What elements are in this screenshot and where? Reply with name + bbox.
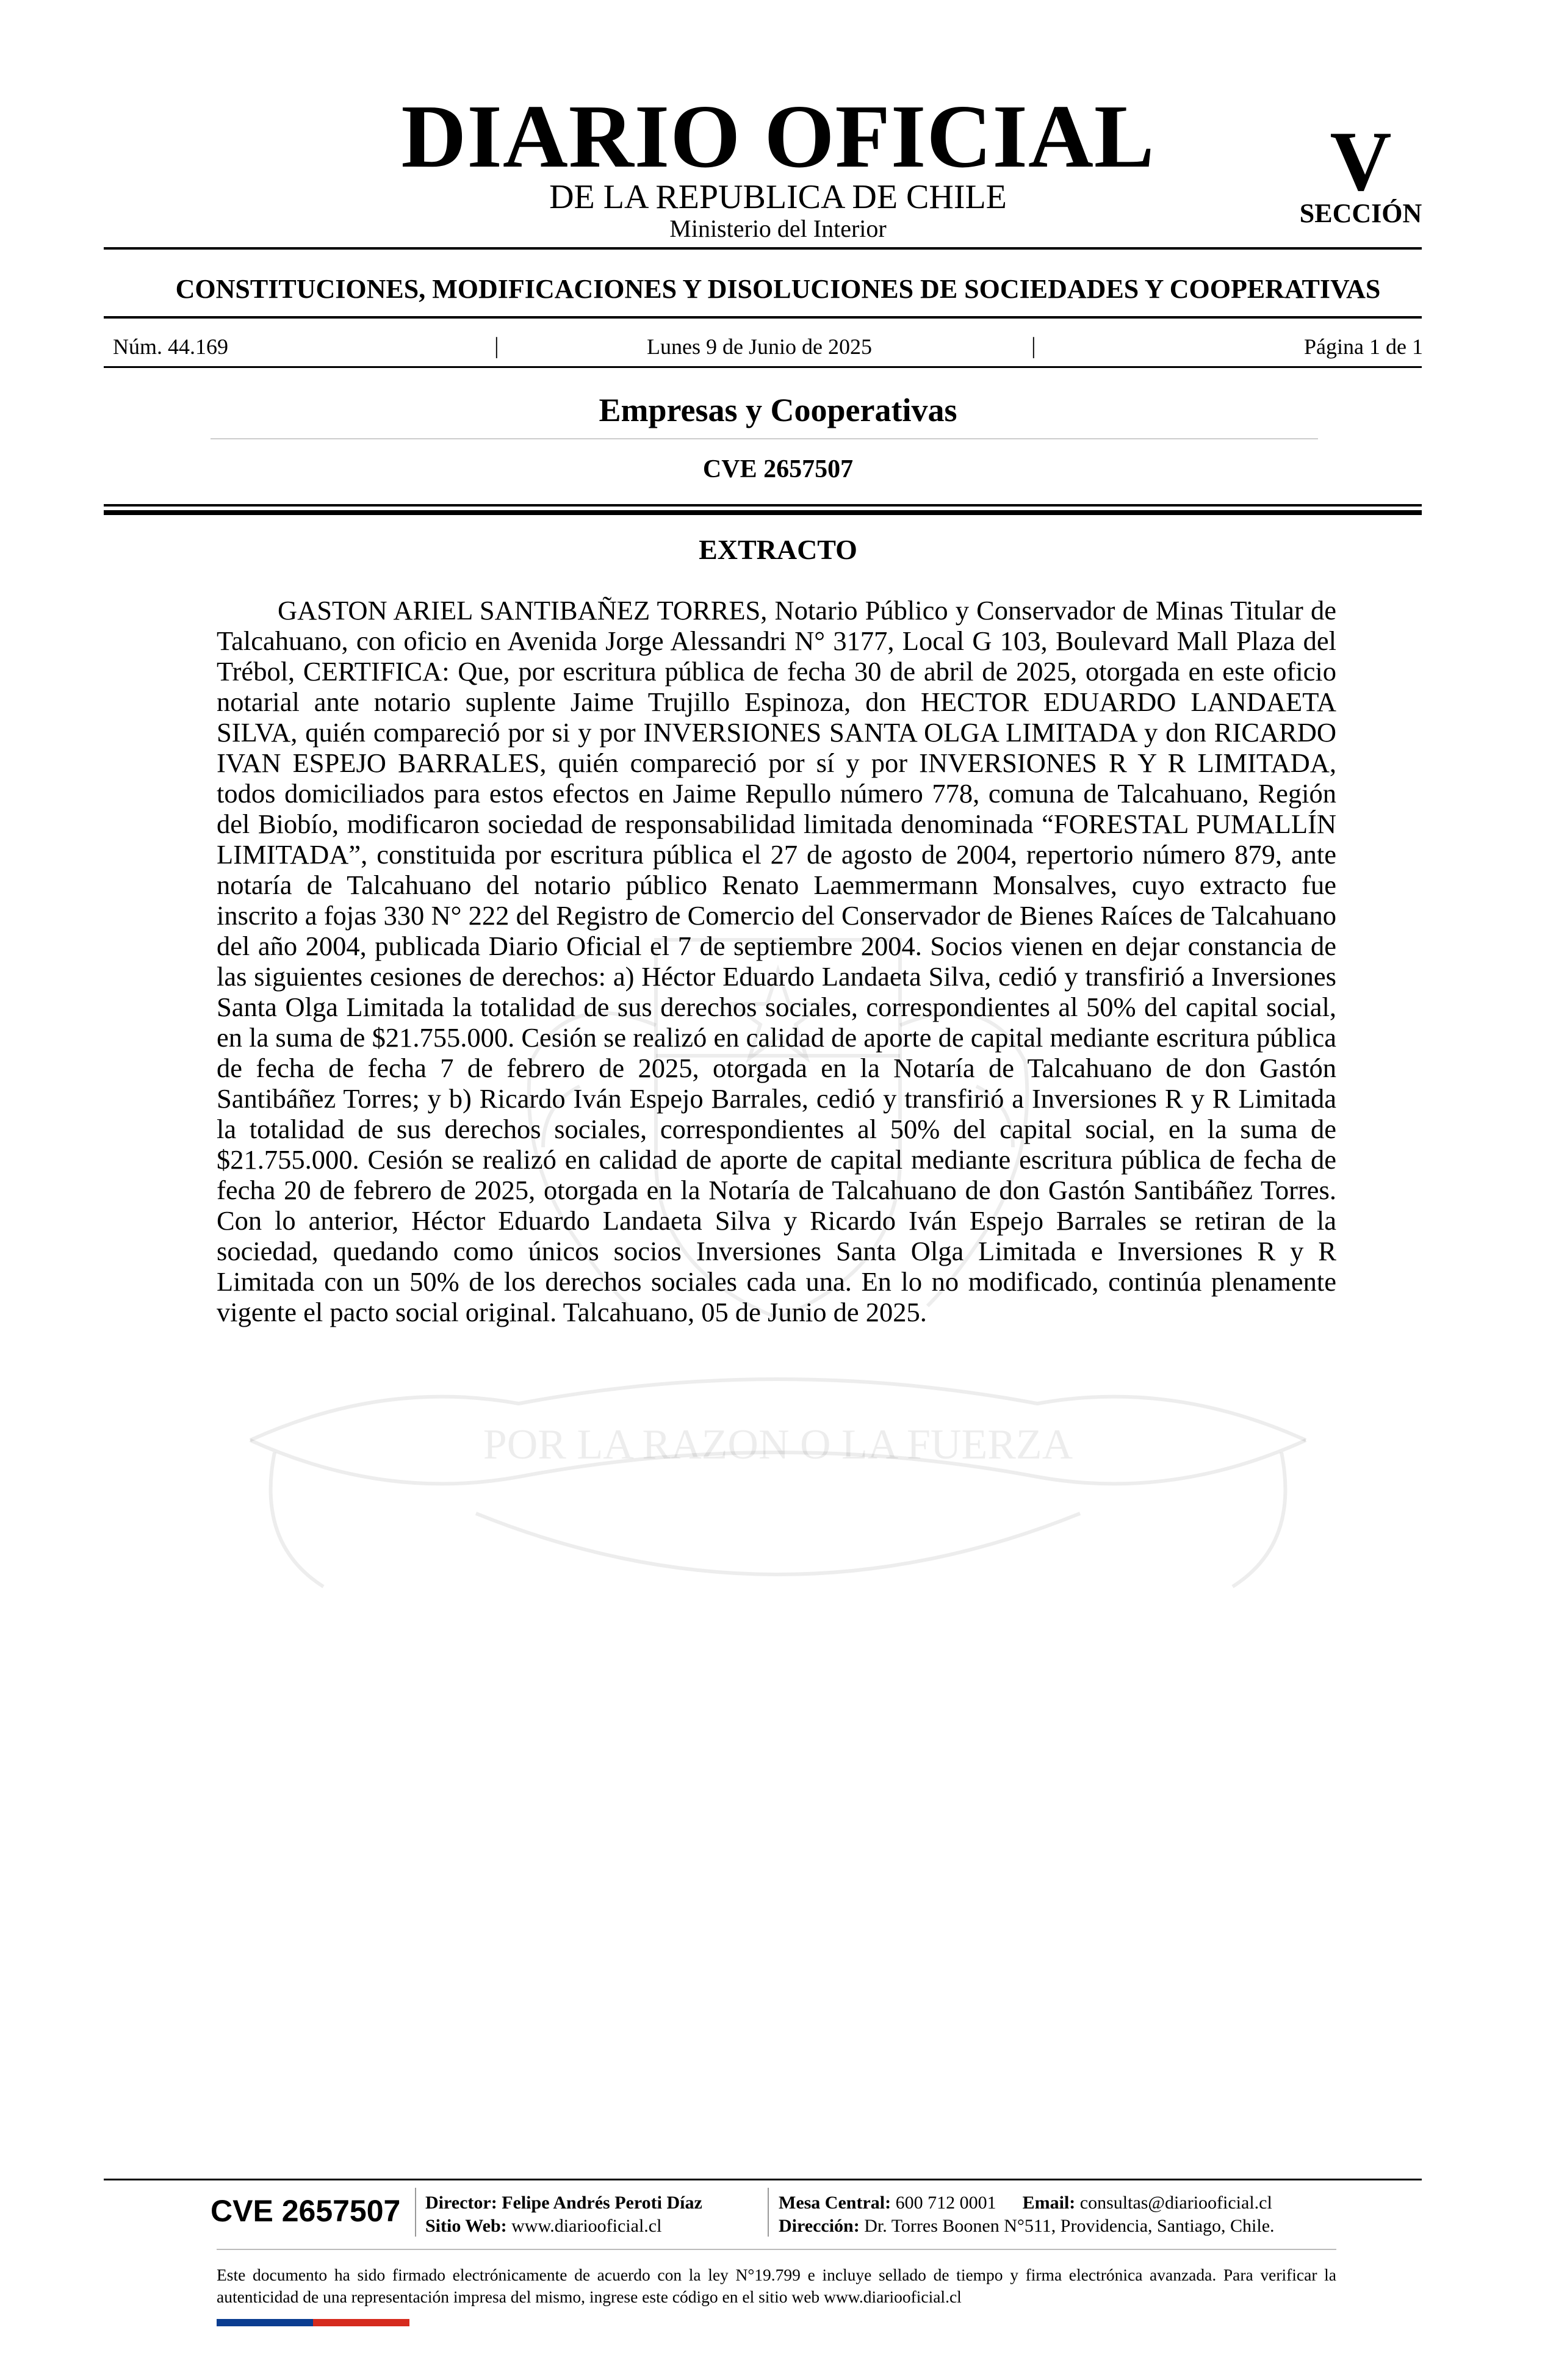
footer-cve-code: CVE 2657507 (211, 2194, 401, 2228)
watermark-motto: POR LA RAZON O LA FUERZA (483, 1421, 1073, 1468)
footer-separator (415, 2188, 416, 2237)
footer-website (425, 2217, 661, 2235)
section-label: SECCIÓN (1299, 198, 1422, 228)
section-divider (211, 438, 1318, 439)
mesa-label: Mesa Central: (779, 2193, 891, 2213)
flag-stripe-red (313, 2319, 409, 2326)
director-label: Director: (425, 2193, 497, 2213)
category-divider (104, 316, 1422, 319)
footer-disclaimer: Este documento ha sido firmado electrónicamente de acuerdo con la ley N°19.799 e incluye sellado de tiempo y firma electrónica avanzada. Para verificar la autenticidad de una representación impresa del mismo, ingrese este código en el sitio web www.diariooficial.cl (217, 2265, 1336, 2306)
address-label: Dirección: (779, 2216, 860, 2236)
section-title: Empresas y Cooperativas (599, 392, 957, 428)
double-rule-bottom (104, 510, 1422, 515)
double-rule-top (104, 504, 1422, 507)
footer-address (779, 2217, 1275, 2235)
category-heading: CONSTITUCIONES, MODIFICACIONES Y DISOLUCIONES DE SOCIEDADES Y COOPERATIVAS (175, 274, 1381, 304)
cve-code: CVE 2657507 (702, 455, 854, 483)
section-numeral: V (1330, 114, 1392, 209)
issue-number: Núm. 44.169 (113, 334, 228, 359)
meta-separator: | (494, 333, 499, 359)
footer-contact (779, 2194, 1272, 2212)
meta-divider (104, 366, 1422, 368)
website-label: Sitio Web: (425, 2216, 507, 2236)
newspaper-title: DIARIO OFICIAL (401, 87, 1155, 187)
footer-inner-divider (217, 2249, 1336, 2250)
email-label: Email: (1022, 2193, 1076, 2213)
footer-divider (104, 2179, 1422, 2180)
ministry-label: Ministerio del Interior (669, 215, 887, 242)
issue-date: Lunes 9 de Junio de 2025 (647, 334, 872, 359)
email-link[interactable]: consultas@diariooficial.cl (1079, 2193, 1272, 2213)
footer-separator (768, 2188, 769, 2237)
document-heading: EXTRACTO (699, 534, 857, 565)
newspaper-subtitle: DE LA REPUBLICA DE CHILE (549, 178, 1007, 216)
flag-stripe-blue (217, 2319, 313, 2326)
mesa-phone: 600 712 0001 (895, 2193, 996, 2213)
masthead-divider (104, 247, 1422, 250)
extract-body-text: GASTON ARIEL SANTIBAÑEZ TORRES, Notario Público y Conservador de Minas Titular de Talcahuano, con oficio en Avenida Jorge Alessandri N° 3177, Local G 103, Boulevard Mall Plaza del Trébol, CERTIFICA: Que, por escritura pública de fecha 30 de abril de 2025, otorgada en este oficio notarial ante notario suplente Jaime Trujillo Espinoza, don HECTOR EDUARDO LANDAETA SILVA, quién compareció por si y por INVERSIONES SANTA OLGA LIMITADA y don RICARDO IVAN ESPEJO BARRALES, quién compareció por sí y por INVERSIONES R Y R LIMITADA, todos domiciliados para estos efectos en Jaime Repullo número 778, comuna de Talcahuano, Región del Biobío, modificaron sociedad de responsabilidad limitada denominada “FORESTAL PUMALLÍN LIMITADA”, constituida por escritura pública el 27 de agosto de 2004, repertorio número 879, ante notaría de Talcahuano del notario público Renato Laemmermann Monsalves, cuyo extracto fue inscrito a fojas 330 N° 222 del Registro de Comercio del Conservador de Bienes Raíces de Talcahuano del año 2004, publicada Diario Oficial el 7 de septiembre 2004. Socios vienen en dejar constancia de las siguientes cesiones de derechos: a) Héctor Eduardo Landaeta Silva, cedió y transfirió a Inversiones Santa Olga Limitada la totalidad de sus derechos sociales, correspondientes al 50% del capital social, en la suma de $21.755.000. Cesión se realizó en calidad de aporte de capital mediante escritura pública de fecha de fecha 7 de febrero de 2025, otorgada en la Notaría de Talcahuano de don Gastón Santibáñez Torres; y b) Ricardo Iván Espejo Barrales, cedió y transfirió a Inversiones R y R Limitada la totalidad de sus derechos sociales, correspondientes al 50% del capital social, en la suma de $21.755.000. Cesión se realizó en calidad de aporte de capital mediante escritura pública de fecha de fecha 20 de febrero de 2025, otorgada en la Notaría de Talcahuano de don Gastón Santibáñez Torres. Con lo anterior, Héctor Eduardo Landaeta Silva y Ricardo Iván Espejo Barrales se retiran de la sociedad, quedando como únicos socios Inversiones Santa Olga Limitada e Inversiones R y R Limitada con un 50% de los derechos sociales cada una. En lo no modificado, continúa plenamente vigente el pacto social original. Talcahuano, 05 de Junio de 2025. (217, 595, 1336, 1327)
director-name: Felipe Andrés Peroti Díaz (502, 2193, 702, 2213)
address-value: Dr. Torres Boonen N°511, Providencia, Santiago, Chile. (864, 2216, 1275, 2236)
website-link[interactable]: www.diariooficial.cl (511, 2216, 662, 2236)
footer-director (425, 2194, 702, 2212)
page-indicator: Página 1 de 1 (1304, 334, 1423, 359)
meta-separator: | (1031, 333, 1036, 359)
